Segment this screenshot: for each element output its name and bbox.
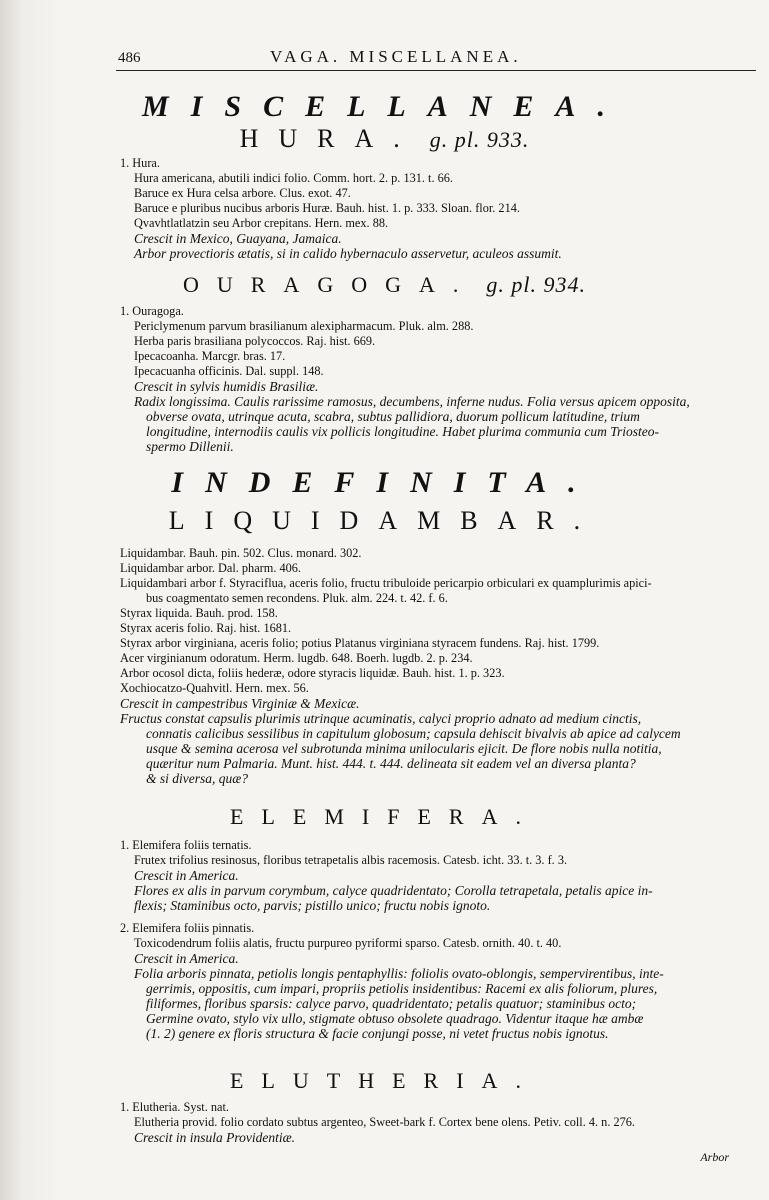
liquidambar-line: Liquidambar. Bauh. pin. 502. Clus. monard. 302. <box>120 546 362 560</box>
catchword: Arbor <box>700 1150 729 1164</box>
hura-entries <box>120 156 745 261</box>
hura-line: 1. Hura. <box>120 156 160 170</box>
ouragoga-line: Ipecacuanha officinis. Dal. suppl. 148. <box>134 364 324 378</box>
hura-line: Crescit in Mexico, Guayana, Jamaica. <box>134 231 342 246</box>
elemifera-entries <box>120 838 745 1041</box>
hura-line: Baruce e pluribus nucibus arboris Huræ. Bauh. hist. 1. p. 333. Sloan. flor. 214. <box>134 201 520 215</box>
hura-line: Hura americana, abutili indici folio. Comm. hort. 2. p. 131. t. 66. <box>134 171 453 185</box>
hura-line: Arbor provectioris ætatis, si in calido hybernaculo asservetur, aculeos assumit. <box>134 246 562 261</box>
elutheria-line: Crescit in insula Providentiæ. <box>134 1130 295 1145</box>
liquidambar-line: Acer virginianum odoratum. Herm. lugdb. 648. Boerh. lugdb. 2. p. 234. <box>120 651 473 665</box>
ouragoga-line: longitudine, internodiis caulis vix pollicis longitudine. Habet plurima communia cum Triosteo- <box>146 424 659 439</box>
liquidambar-line: quæritur num Palmaria. Munt. hist. 444. t. 444. delineata sit eadem vel an diversa planta? <box>146 756 636 771</box>
genus-elutheria-title: ELUTHERIA. <box>230 1068 539 1093</box>
elemifera-line: Germine ovato, stylo vix ullo, stigmate obtuso obsolete quadrago. Videntur itaque hæ ambæ <box>146 1011 644 1026</box>
liquidambar-line: Crescit in campestribus Virginiæ & Mexicæ. <box>120 696 360 711</box>
section-indefinita: INDEFINITA. <box>171 466 598 499</box>
genus-ouragoga-reference: g. pl. 934. <box>486 272 586 297</box>
ouragoga-line: Herba paris brasiliana polycoccos. Raj. hist. 669. <box>134 334 376 348</box>
ouragoga-line: Radix longissima. Caulis rarissime ramosus, decumbens, inferne nudus. Folia versus apicem opposita, <box>134 394 690 409</box>
liquidambar-line: Styrax aceris folio. Raj. hist. 1681. <box>120 621 292 635</box>
section-miscellanea: MISCELLANEA. <box>142 90 627 123</box>
elemifera-line: 2. Elemifera foliis pinnatis. <box>120 921 255 935</box>
liquidambar-line: bus coagmentato semen recondens. Pluk. alm. 224. t. 42. f. 6. <box>146 591 448 605</box>
hura-line: Qvavhtlatlatzin seu Arbor crepitans. Hern. mex. 88. <box>134 216 389 230</box>
genus-liquidambar-heading <box>0 506 769 536</box>
genus-elutheria-heading <box>0 1068 769 1094</box>
ouragoga-line: spermo Dillenii. <box>146 439 234 454</box>
liquidambar-line: Xochiocatzo-Quahvitl. Hern. mex. 56. <box>120 681 309 695</box>
liquidambar-line: connatis calicibus sessilibus in capitulum globosum; capsula dehiscit bivalvis ab apice ad calycem <box>146 726 681 741</box>
elutheria-line: 1. Elutheria. Syst. nat. <box>120 1100 229 1114</box>
ouragoga-line: Crescit in sylvis humidis Brasiliæ. <box>134 379 319 394</box>
genus-hura-heading <box>0 124 769 154</box>
genus-ouragoga-title: OURAGOGA. <box>182 272 477 297</box>
elemifera-line: 1. Elemifera foliis ternatis. <box>120 838 252 852</box>
liquidambar-line: Liquidambari arbor f. Styraciflua, aceris folio, fructu tribuloide pericarpio orbiculari ex quamplurimis apici- <box>120 576 652 590</box>
page-number: 486 <box>118 50 141 66</box>
elemifera-line: filiformes, floribus sparsis: calyce parvo, quadridentato; petalis quatuor; staminibus octo; <box>146 996 637 1011</box>
liquidambar-entries <box>120 546 745 786</box>
ouragoga-line: Ipecacoanha. Marcgr. bras. 17. <box>134 349 286 363</box>
hura-line: Baruce ex Hura celsa arbore. Clus. exot. 47. <box>134 186 351 200</box>
genus-elemifera-heading <box>0 804 769 830</box>
elemifera-line: Crescit in America. <box>134 951 239 966</box>
running-title: VAGA. MISCELLANEA. <box>270 47 522 66</box>
elemifera-line: Flores ex alis in parvum corymbum, calyce quadridentato; Corolla tetrapetala, petalis apice in- <box>134 883 653 898</box>
genus-ouragoga-heading <box>0 272 769 298</box>
ouragoga-entries <box>120 304 745 454</box>
elemifera-line: Toxicodendrum foliis alatis, fructu purpureo pyriformi sparso. Catesb. ornith. 40. t. 40. <box>134 936 562 950</box>
liquidambar-line: Styrax arbor virginiana, aceris folio; potius Platanus virginiana styracem fundens. Raj. hist. 1799. <box>120 636 600 650</box>
liquidambar-line: Fructus constat capsulis plurimis utrinque acuminatis, calyci proprio adnato ad medium cinctis, <box>120 711 642 726</box>
liquidambar-line: Liquidambar arbor. Dal. pharm. 406. <box>120 561 301 575</box>
ouragoga-line: obverse ovata, utrinque acuta, scabra, subtus pallidiora, duorum pollicum latitudine, trium <box>146 409 640 424</box>
genus-liquidambar-title: LIQUIDAMBAR. <box>168 506 601 535</box>
elutheria-entries <box>120 1100 745 1145</box>
liquidambar-line: usque & semina acerosa vel subrotunda minima unilocularis ejicit. De flore nobis nulla notitia, <box>146 741 662 756</box>
elemifera-line: gerrimis, oppositis, cum impari, propriis petiolis insidentibus: Racemi ex alis foliorum, plures, <box>146 981 658 996</box>
elemifera-line: Frutex trifolius resinosus, floribus tetrapetalis albis racemosis. Catesb. icht. 33. t. 3. f. 3. <box>134 853 568 867</box>
elemifera-line: Crescit in America. <box>134 868 239 883</box>
genus-hura-title: HURA. <box>239 124 420 153</box>
liquidambar-line: Arbor ocosol dicta, foliis hederæ, odore styracis liquidæ. Bauh. hist. 1. p. 323. <box>120 666 505 680</box>
genus-hura-reference: g. pl. 933. <box>429 127 530 152</box>
liquidambar-line: Styrax liquida. Bauh. prod. 158. <box>120 606 278 620</box>
genus-elemifera-title: ELEMIFERA. <box>230 804 539 829</box>
elutheria-line: Elutheria provid. folio cordato subtus argenteo, Sweet-bark f. Cortex bene olens. Petiv. coll. 4. n. 276. <box>134 1115 635 1129</box>
header-rule <box>116 70 756 71</box>
elemifera-line: Folia arboris pinnata, petiolis longis pentaphyllis: foliolis ovato-oblongis, sempervirentibus, inte- <box>134 966 664 981</box>
liquidambar-line: & si diversa, quæ? <box>146 771 249 786</box>
ouragoga-line: 1. Ouragoga. <box>120 304 184 318</box>
ouragoga-line: Periclymenum parvum brasilianum alexipharmacum. Pluk. alm. 288. <box>134 319 474 333</box>
elemifera-line: (1. 2) genere ex floris structura & facie conjungi posse, ni vetet fructus nobis ignotus. <box>146 1026 609 1041</box>
elemifera-line: flexis; Staminibus octo, parvis; pistillo unico; fructu nobis ignoto. <box>134 898 491 913</box>
